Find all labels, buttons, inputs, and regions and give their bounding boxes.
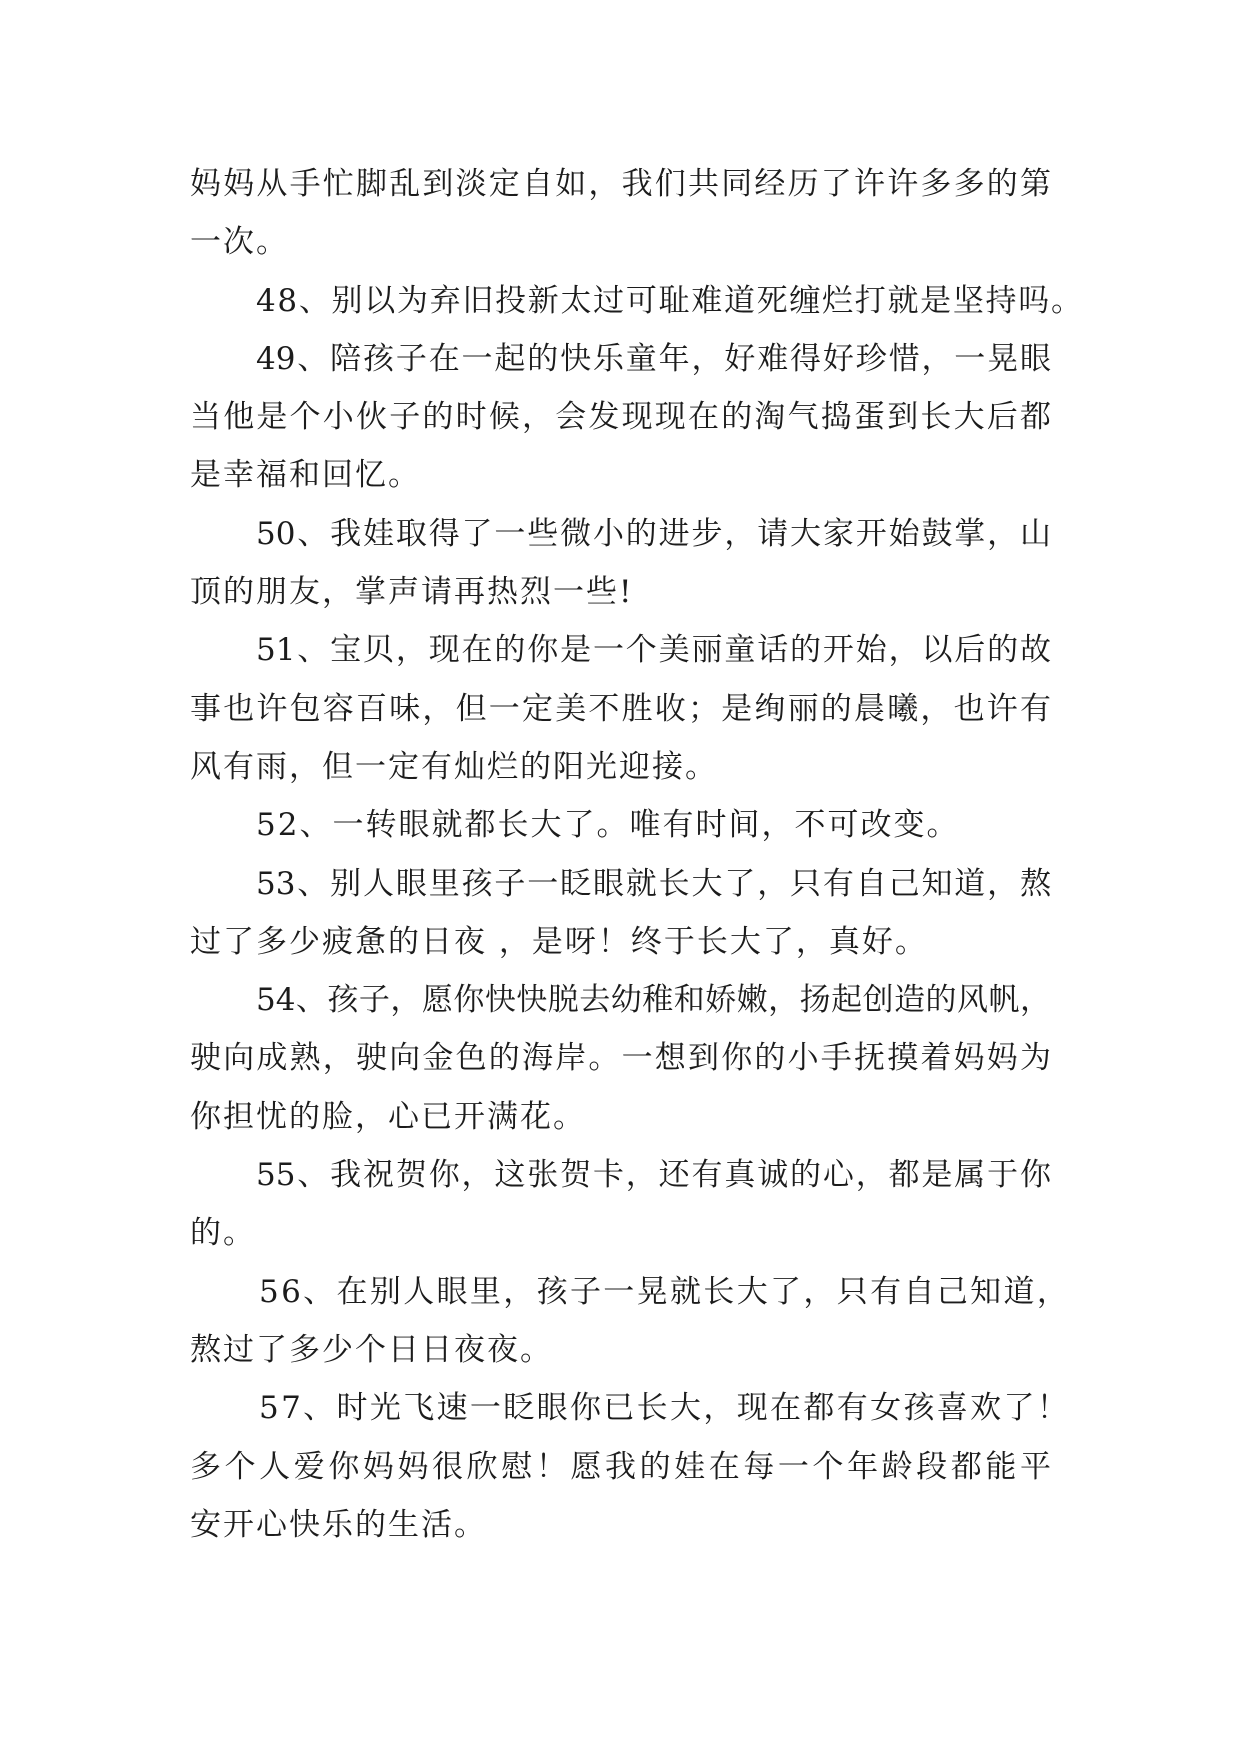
text-line: 驶向成熟，驶向金色的海岸。一想到你的小手抚摸着妈妈为 xyxy=(190,1040,1051,1077)
text-line: 50、我娃取得了一些微小的进步，请大家开始鼓掌，山 xyxy=(256,515,1051,552)
paragraph-52 xyxy=(190,796,1051,854)
text-line: 的。 xyxy=(190,1215,256,1252)
text-line: 当他是个小伙子的时候，会发现现在的淘气捣蛋到长大后都 xyxy=(190,399,1051,436)
paragraph-54 xyxy=(190,971,1051,1146)
text-line: 风有雨，但一定有灿烂的阳光迎接。 xyxy=(190,748,718,785)
text-line: 熬过了多少个日日夜夜。 xyxy=(190,1331,553,1368)
text-line: 是幸福和回忆。 xyxy=(190,457,421,494)
paragraph xyxy=(190,155,1051,272)
text-line: 你担忧的脸，心已开满花。 xyxy=(190,1098,586,1135)
paragraph-49 xyxy=(190,330,1051,505)
text-line: 55、我祝贺你，这张贺卡，还有真诚的心，都是属于你 xyxy=(256,1157,1051,1194)
text-line: 54、孩子，愿你快快脱去幼稚和娇嫩，扬起创造的风帆， xyxy=(256,982,1051,1019)
text-line: 57、时光飞速一眨眼你已长大，现在都有女孩喜欢了！ xyxy=(259,1390,1071,1427)
text-line: 56、在别人眼里，孩子一晃就长大了，只有自己知道， xyxy=(259,1273,1071,1310)
paragraph-48 xyxy=(190,272,1084,330)
text-line: 过了多少疲惫的日夜 ，是呀！终于长大了，真好。 xyxy=(190,923,928,960)
text-line: 顶的朋友，掌声请再热烈一些! xyxy=(190,574,634,611)
paragraph-57 xyxy=(190,1379,1071,1554)
text-line: 多个人爱你妈妈很欣慰！愿我的娃在每一个年龄段都能平 xyxy=(190,1448,1051,1485)
paragraph-51 xyxy=(190,621,1051,796)
text-line: 妈妈从手忙脚乱到淡定自如，我们共同经历了许许多多的第 xyxy=(190,166,1051,202)
text-line: 一次。 xyxy=(190,224,289,261)
text-line: 52、一转眼就都长大了。唯有时间，不可改变。 xyxy=(256,807,960,844)
text-line: 安开心快乐的生活。 xyxy=(190,1506,487,1543)
text-line: 53、别人眼里孩子一眨眼就长大了，只有自己知道，熬 xyxy=(256,865,1051,902)
text-line: 事也许包容百味，但一定美不胜收；是绚丽的晨曦，也许有 xyxy=(190,690,1051,727)
text-line: 48、别以为弃旧投新太过可耻难道死缠烂打就是坚持吗。 xyxy=(256,282,1084,319)
paragraph-53 xyxy=(190,855,1051,972)
text-line: 51、宝贝，现在的你是一个美丽童话的开始，以后的故 xyxy=(256,632,1051,669)
text-line: 49、陪孩子在一起的快乐童年，好难得好珍惜，一晃眼 xyxy=(256,340,1051,377)
document-body xyxy=(190,155,1084,1554)
paragraph-50 xyxy=(190,505,1051,622)
paragraph-56 xyxy=(190,1263,1071,1380)
paragraph-55 xyxy=(190,1146,1051,1263)
